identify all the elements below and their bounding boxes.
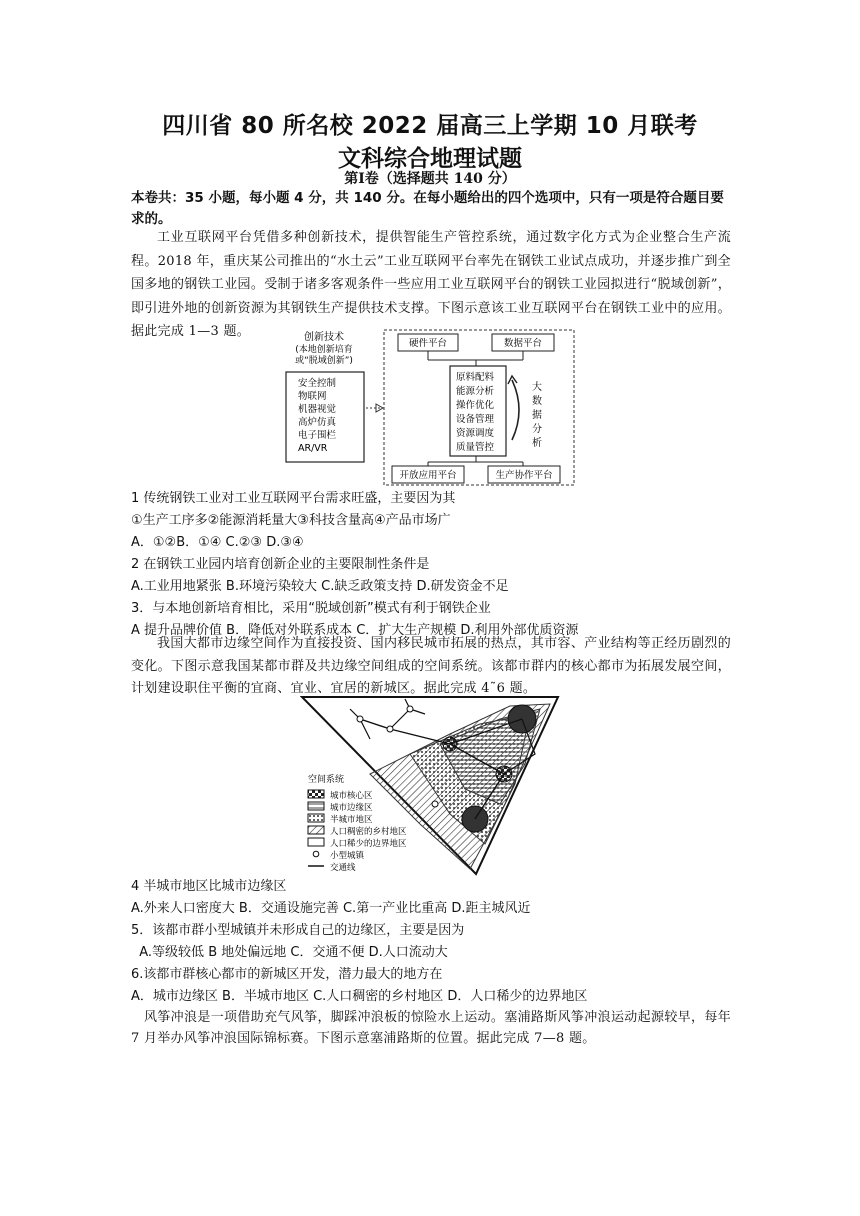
small-town-1 [387, 726, 393, 732]
hardware-label: 硬件平台 [408, 338, 448, 349]
question-6: 6.该都市群核心都市的新城区开发，潜力最大的地方在 [131, 967, 443, 982]
figure-spatial-system-map [300, 694, 560, 876]
bigdata-3: 分 [532, 424, 542, 435]
question-3: 3．与本地创新培育相比，采用“脱域创新”模式有利于钢铁企业 [131, 601, 491, 616]
tech-item-4: 电子围栏 [298, 430, 337, 441]
data-platform-label: 数据平台 [503, 338, 543, 349]
tech-item-1: 物联网 [298, 391, 327, 402]
instructions: 本卷共：35 小题，每小题 4 分，共 140 分。在每小题给出的四个选项中，只有一项是符合题目要求的。 [131, 190, 724, 227]
open-app-label: 开放应用平台 [399, 470, 457, 481]
figure-industrial-platform [280, 328, 580, 488]
legend-swatch-border [308, 838, 324, 846]
legend-swatch-fringe [308, 802, 324, 810]
production-label: 生产协作平台 [495, 470, 553, 481]
tech-item-3: 高炉仿真 [298, 417, 337, 428]
question-3-choices: A 提升品牌价值 B．降低对外联系成本 C．扩大生产规模 D.利用外部优质资源 [131, 623, 579, 638]
center-item-2: 操作优化 [456, 400, 495, 411]
legend-rural: 人口稠密的乡村地区 [330, 827, 407, 837]
bigdata-1: 数 [532, 396, 542, 407]
tech-title-1: 创新技术 [304, 332, 344, 343]
center-item-1: 能源分析 [456, 386, 495, 397]
question-2-choices: A.工业用地紧张 B.环境污染较大 C.缺乏政策支持 D.研发资金不足 [131, 579, 509, 594]
bigdata-4: 析 [532, 438, 542, 449]
section-heading: 第Ⅰ卷（选择题共 140 分） [344, 171, 516, 187]
tech-title-2: (本地创新培育 [295, 345, 353, 355]
exam-subtitle: 文科综合地理试题 [338, 146, 522, 172]
legend-semi: 半城市地区 [330, 815, 373, 825]
small-town-3 [407, 706, 413, 712]
question-5: 5．该都市群小型城镇并未形成自己的边缘区，主要是因为 [131, 923, 465, 938]
question-1-options-stem: ①生产工序多②能源消耗量大③科技含量高④产品市场广 [131, 513, 451, 528]
center-item-0: 原料配料 [456, 372, 495, 383]
legend-fringe: 城市边缘区 [330, 803, 373, 813]
question-2: 2 在钢铁工业园内培育创新企业的主要限制性条件是 [131, 557, 430, 572]
legend-swatch-rural [308, 826, 324, 834]
legend-swatch-semi [308, 814, 324, 822]
question-4-choices: A.外来人口密度大 B．交通设施完善 C.第一产业比重高 D.距主城风近 [131, 901, 531, 916]
small-town-4 [432, 801, 438, 807]
question-1-choices: A．①②B．①④ C.②③ D.③④ [131, 535, 304, 550]
center-item-3: 设备管理 [456, 414, 495, 425]
tech-item-5: AR/VR [298, 443, 328, 454]
legend-core: 城市核心区 [330, 791, 373, 801]
question-5-choices: A.等级较低 B 地处偏远地 C．交通不便 D.人口流动大 [131, 945, 448, 960]
legend-swatch-town [313, 851, 319, 857]
tech-item-0: 安全控制 [298, 378, 337, 389]
legend-town: 小型城镇 [330, 851, 365, 861]
passage-2: 我国大都市边缘空间作为直接投资、国内移民城市拓展的热点，其市容、产业结构等正经历剧烈的变化。下图示意我国某都市群及共边缘空间组成的空间系统。该都市群内的核心都市为拓展发展空间，计划建设职住平衡的宜商、宜业、宜居的新城区。据此完成 4˜6 题。 [131, 636, 731, 696]
exam-title: 四川省 80 所名校 2022 届高三上学期 10 月联考 [162, 113, 698, 139]
center-item-5: 质量管控 [456, 442, 495, 453]
tech-title-3: 或“脱域创新”) [295, 356, 353, 366]
legend-road: 交通线 [330, 863, 356, 873]
legend-title: 空间系统 [308, 775, 345, 785]
cycle-arrow [512, 380, 519, 440]
legend-border: 人口稀少的边界地区 [330, 839, 407, 849]
legend-swatch-core [308, 790, 324, 798]
center-item-4: 资源调度 [456, 428, 495, 439]
small-town-2 [357, 716, 363, 722]
question-6-choices: A．城市边缘区 B．半城市地区 C.人口稠密的乡村地区 D．人口稀少的边界地区 [131, 989, 588, 1004]
question-4: 4 半城市地区比城市边缘区 [131, 879, 287, 894]
question-1: 1 传统钢铁工业对工业互联网平台需求旺盛，主要因为其 [131, 491, 456, 506]
passage-1: 工业互联网平台凭借多种创新技术，提供智能生产管控系统，通过数字化方式为企业整合生产流程。2018 年，重庆某公司推出的“水土云”工业互联网平台率先在钢铁工业试点成功，并逐步推广到全国多地的钢铁工业园。受制于诸多客观条件一些应用工业互联网平台的钢铁工业园拟进行“脱域创新”，即引进外地的创新资源为其钢铁生产提供技术支撑。下图示意该工业互联网平台在钢铁工业中的应用。据此完成 1—3 题。 [131, 230, 731, 339]
bigdata-2: 据 [532, 410, 542, 421]
bigdata-0: 大 [532, 382, 542, 393]
passage-3: 风筝冲浪是一项借助充气风筝，脚踩冲浪板的惊险水上运动。塞浦路斯风筝冲浪运动起源较早，每年 7 月举办风筝冲浪国际锦标赛。下图示意塞浦路斯的位置。据此完成 7—8 题。 [131, 1010, 731, 1046]
tech-item-2: 机器视觉 [298, 404, 337, 415]
